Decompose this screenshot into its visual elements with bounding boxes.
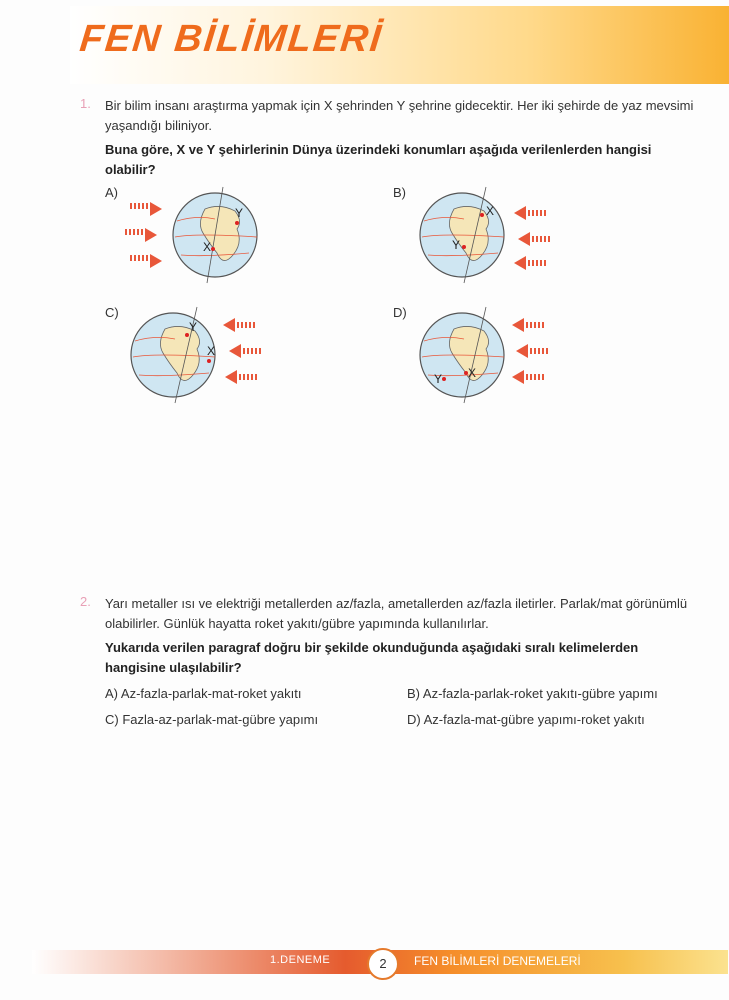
city-x-label: X <box>203 240 212 254</box>
answer-b[interactable]: B) Az-fazla-parlak-roket yakıtı-gübre yapımı <box>407 686 658 701</box>
footer-series-label: FEN BİLİMLERİ DENEMELERİ <box>414 954 581 968</box>
answer-c[interactable]: C) Fazla-az-parlak-mat-gübre yapımı <box>105 712 319 727</box>
sun-rays-right <box>512 318 548 384</box>
city-y-label: Y <box>189 320 198 334</box>
option-b-diagram <box>414 185 564 285</box>
question-1-number: 1. <box>80 96 91 111</box>
city-x-label: X <box>468 366 477 380</box>
page-number: 2 <box>367 948 399 980</box>
sun-rays-left <box>125 202 162 268</box>
option-a-label: A) <box>105 185 118 200</box>
option-a-diagram <box>125 185 275 285</box>
answer-d[interactable]: D) Az-fazla-mat-gübre yapımı-roket yakıtı <box>407 712 645 727</box>
option-d-diagram <box>414 305 564 405</box>
question-2-text: Yarı metaller ısı ve elektriği metallerden az/fazla, ametallerden az/fazla iletirler. Parlak/mat görünümlü olabilirler. Günlük hayatta roket yakıtı/gübre yapımında kullanılırlar. <box>105 596 688 631</box>
option-c-diagram <box>125 305 275 405</box>
globe-icon <box>173 187 257 283</box>
globe-icon <box>420 187 504 283</box>
city-y-label: Y <box>452 238 461 252</box>
sun-rays-right <box>514 206 550 270</box>
option-c-label: C) <box>105 305 119 320</box>
question-2-number: 2. <box>80 594 91 609</box>
city-y-label: Y <box>434 372 443 386</box>
option-b-label: B) <box>393 185 406 200</box>
page-title: FEN BİLİMLERİ <box>77 18 385 60</box>
city-y-label: Y <box>235 206 244 220</box>
question-1-text: Bir bilim insanı araştırma yapmak için X şehrinden Y şehrine gidecektir. Her iki şehirde de yaz mevsimi yaşandığı biliniyor. <box>105 98 694 133</box>
globe-icon <box>420 307 504 403</box>
sun-rays-right <box>223 318 261 384</box>
question-2-prompt: Yukarıda verilen paragraf doğru bir şekilde okunduğunda aşağıdaki sıralı kelimelerden hangisine ulaşılabilir? <box>105 640 639 675</box>
answer-a[interactable]: A) Az-fazla-parlak-mat-roket yakıtı <box>105 686 302 701</box>
globe-icon <box>131 307 215 403</box>
city-x-label: X <box>207 344 216 358</box>
city-x-label: X <box>486 204 495 218</box>
option-d-label: D) <box>393 305 407 320</box>
footer-exam-label: 1.DENEME <box>270 954 331 966</box>
question-1-prompt: Buna göre, X ve Y şehirlerinin Dünya üzerindeki konumları aşağıda verilenlerden hangisi olabilir? <box>105 142 652 177</box>
